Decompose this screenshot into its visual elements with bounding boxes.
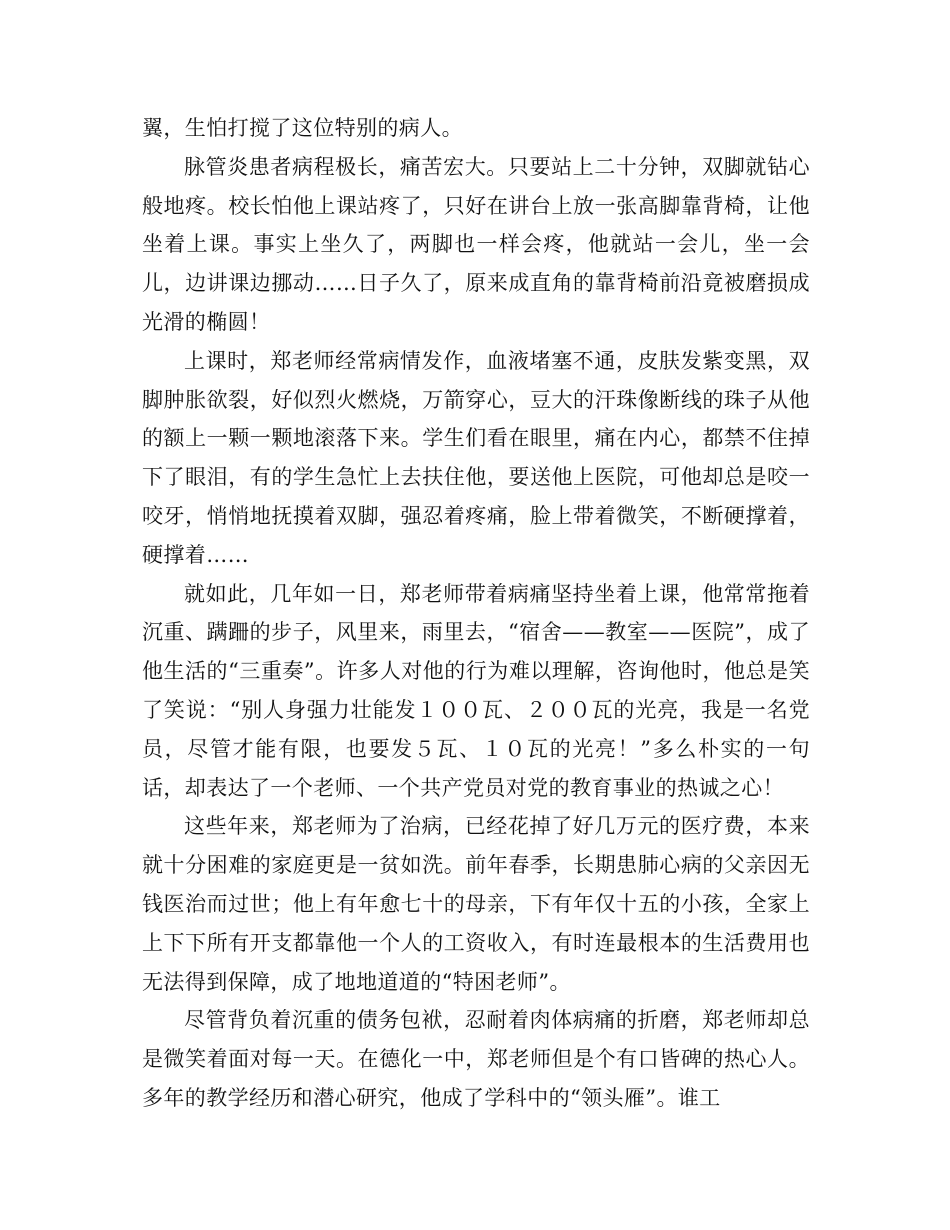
paragraph: 这些年来，郑老师为了治病，已经花掉了好几万元的医疗费，本来就十分困难的家庭更是一贫如洗。前年春季，长期患肺心病的父亲因无钱医治而过世；他上有年愈七十的母亲，下有年仅十五的小孩，全家上上下下所有开支都靠他一个人的工资收入，有时连最根本的生活费用也无法得到保障，成了地地道道的“特困老师”。 <box>142 814 810 994</box>
paragraph-continuation: 翼，生怕打搅了这位特别的病人。 <box>142 116 463 140</box>
paragraph: 脉管炎患者病程极长，痛苦宏大。只要站上二十分钟，双脚就钻心般地疼。校长怕他上课站疼了，只好在讲台上放一张高脚靠背椅，让他坐着上课。事实上坐久了，两脚也一样会疼，他就站一会儿，坐一会儿，边讲课边挪动……日子久了，原来成直角的靠背椅前沿竟被磨损成光滑的椭圆！ <box>142 154 810 334</box>
paragraph: 尽管背负着沉重的债务包袱，忍耐着肉体病痛的折磨，郑老师却总是微笑着面对每一天。在德化一中，郑老师但是个有口皆碑的热心人。多年的教学经历和潜心研究，他成了学科中的“领头雁”。谁工 <box>142 1008 810 1110</box>
paragraph: 就如此，几年如一日，郑老师带着病痛坚持坐着上课，他常常拖着沉重、蹒跚的步子，风里来，雨里去，“宿舍——教室——医院”，成了他生活的“三重奏”。许多人对他的行为难以理解，咨询他时，他总是笑了笑说：“别人身强力壮能发１００瓦、２００瓦的光亮，我是一名党员，尽管才能有限，也要发５瓦、１０瓦的光亮！”多么朴实的一句话，却表达了一个老师、一个共产党员对党的教育事业的热诚之心！ <box>142 581 810 800</box>
article-body <box>142 109 810 1118</box>
paragraph: 上课时，郑老师经常病情发作，血液堵塞不通，皮肤发紫变黑，双脚肿胀欲裂，好似烈火燃烧，万箭穿心，豆大的汗珠像断线的珠子从他的额上一颗一颗地滚落下来。学生们看在眼里，痛在内心，都禁不住掉下了眼泪，有的学生急忙上去扶住他，要送他上医院，可他却总是咬一咬牙，悄悄地抚摸着双脚，强忍着疼痛，脸上带着微笑，不断硬撑着，硬撑着…… <box>142 348 810 567</box>
